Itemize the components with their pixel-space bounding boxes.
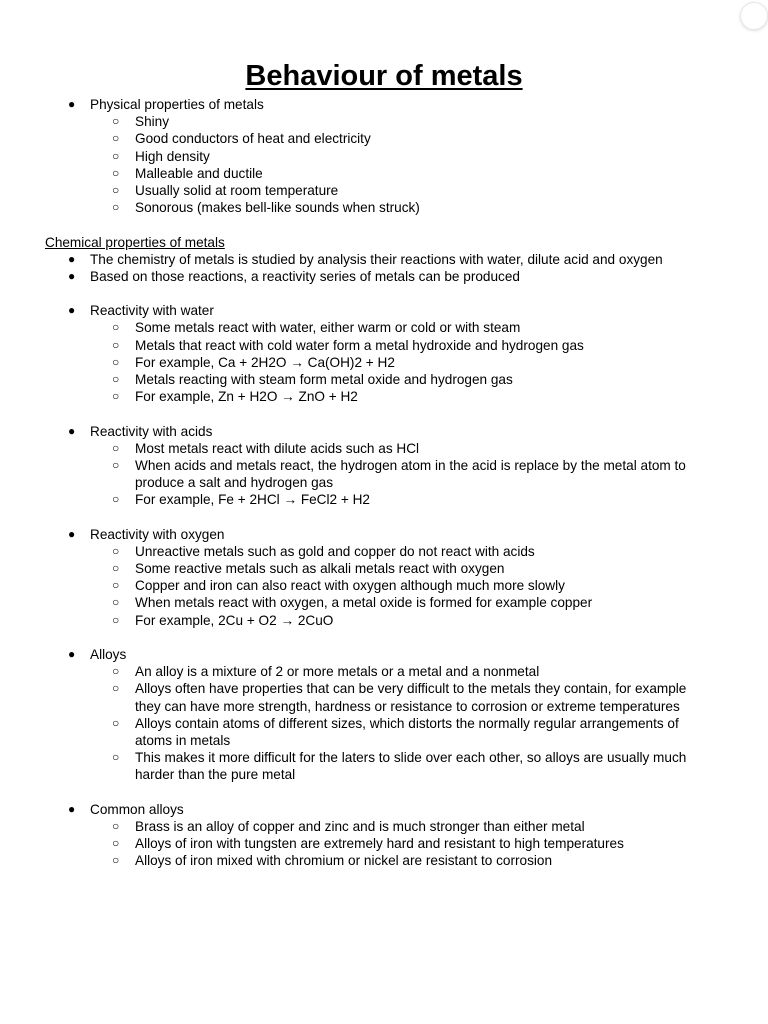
- list-item: ○ For example, Ca + 2H2O → Ca(OH)2 + H2: [112, 354, 395, 370]
- list-item: ○ Usually solid at room temperature: [112, 182, 339, 198]
- list-item-continuation: they can have more strength, hardness or resistance to corrosion or extreme temperatures: [135, 698, 680, 714]
- circle-bullet-icon: ○: [112, 320, 120, 335]
- circle-bullet-icon: ○: [112, 131, 120, 146]
- list-item: ○ Most metals react with dilute acids such as HCl: [112, 440, 420, 456]
- circle-bullet-icon: ○: [112, 114, 120, 129]
- bullet-icon: ●: [68, 801, 76, 816]
- menu-button[interactable]: [740, 2, 768, 30]
- circle-bullet-icon: ○: [112, 440, 120, 455]
- list-item: ● Based on those reactions, a reactivity series of metals can be produced: [68, 268, 520, 284]
- list-item: ○ For example, 2Cu + O2 → 2CuO: [112, 612, 334, 628]
- list-item-continuation: produce a salt and hydrogen gas: [135, 475, 334, 491]
- list-item: ● Reactivity with water: [68, 303, 214, 319]
- bullet-icon: ●: [68, 251, 76, 266]
- circle-bullet-icon: ○: [112, 492, 120, 507]
- list-item: ● Reactivity with acids: [68, 423, 213, 439]
- list-item: ○ When metals react with oxygen, a metal oxide is formed for example copper: [112, 595, 593, 611]
- circle-bullet-icon: ○: [112, 457, 120, 472]
- list-item: ○ Alloys of iron mixed with chromium or nickel are resistant to corrosion: [112, 853, 553, 869]
- list-item: ○ This makes it more difficult for the laters to slide over each other, so alloys are usually much: [112, 750, 687, 766]
- list-item: ● Alloys: [68, 647, 127, 662]
- bullet-icon: ●: [68, 303, 76, 318]
- circle-bullet-icon: ○: [112, 578, 120, 593]
- circle-bullet-icon: ○: [112, 561, 120, 576]
- circle-bullet-icon: ○: [112, 148, 120, 163]
- circle-bullet-icon: ○: [112, 836, 120, 851]
- list-item: ○ Alloys contain atoms of different sizes, which distorts the normally regular arrangements of: [112, 715, 679, 731]
- circle-bullet-icon: ○: [112, 595, 120, 610]
- circle-bullet-icon: ○: [112, 750, 120, 765]
- list-item: ○ Good conductors of heat and electricity: [112, 131, 371, 147]
- circle-bullet-icon: ○: [112, 715, 120, 730]
- list-item: ○ High density: [112, 148, 210, 164]
- list-item: ○ Brass is an alloy of copper and zinc and is much stronger than either metal: [112, 818, 585, 834]
- list-item: ○ Some metals react with water, either warm or cold or with steam: [112, 320, 521, 336]
- list-item: ○ Unreactive metals such as gold and copper do not react with acids: [112, 543, 535, 559]
- circle-bullet-icon: ○: [112, 543, 120, 558]
- bullet-icon: ●: [68, 268, 76, 283]
- list-item: ○ Malleable and ductile: [112, 165, 263, 181]
- circle-bullet-icon: ○: [112, 818, 120, 833]
- list-item: ● Physical properties of metals: [68, 97, 264, 112]
- list-item: ○ For example, Fe + 2HCl → FeCl2 + H2: [112, 492, 370, 508]
- circle-bullet-icon: ○: [112, 354, 120, 369]
- circle-bullet-icon: ○: [112, 200, 120, 215]
- list-item: ○ Alloys of iron with tungsten are extremely hard and resistant to high temperatures: [112, 836, 624, 852]
- list-item: ○ Metals reacting with steam form metal oxide and hydrogen gas: [112, 372, 513, 387]
- circle-bullet-icon: ○: [112, 165, 120, 180]
- bullet-icon: ●: [68, 647, 76, 661]
- document-body: [0, 96, 768, 869]
- bullet-icon: ●: [68, 526, 76, 541]
- list-item-continuation: harder than the pure metal: [135, 767, 296, 783]
- list-item: ○ Shiny: [112, 114, 170, 130]
- page-title: Behaviour of metals: [245, 60, 523, 92]
- circle-bullet-icon: ○: [112, 853, 120, 868]
- list-item: ● Common alloys: [68, 801, 184, 817]
- circle-bullet-icon: ○: [112, 612, 120, 627]
- circle-bullet-icon: ○: [112, 389, 120, 404]
- circle-bullet-icon: ○: [112, 337, 120, 352]
- section-heading: Chemical properties of metals: [45, 234, 225, 250]
- list-item: ○ Some reactive metals such as alkali metals react with oxygen: [112, 561, 505, 577]
- circle-bullet-icon: ○: [112, 182, 120, 197]
- list-item: ● The chemistry of metals is studied by analysis their reactions with water, dilute acid and oxygen: [68, 251, 663, 267]
- list-item: ○ Metals that react with cold water form a metal hydroxide and hydrogen gas: [112, 337, 584, 353]
- circle-bullet-icon: ○: [112, 664, 120, 679]
- list-item: ○ Alloys often have properties that can be very difficult to the metals they contain, for example: [112, 681, 687, 697]
- list-item: ○ An alloy is a mixture of 2 or more metals or a metal and a nonmetal: [112, 664, 540, 680]
- list-item: ○ Sonorous (makes bell-like sounds when struck): [112, 200, 420, 216]
- bullet-icon: ●: [68, 423, 76, 438]
- circle-bullet-icon: ○: [112, 372, 120, 386]
- list-item: ○ For example, Zn + H2O → ZnO + H2: [112, 389, 358, 405]
- bullet-icon: ●: [68, 97, 76, 111]
- list-item: ○ Copper and iron can also react with oxygen although much more slowly: [112, 578, 565, 594]
- circle-bullet-icon: ○: [112, 681, 120, 696]
- list-item: ● Reactivity with oxygen: [68, 526, 225, 542]
- list-item: ○ When acids and metals react, the hydrogen atom in the acid is replace by the metal atom to: [112, 457, 686, 473]
- list-item-continuation: atoms in metals: [135, 732, 231, 748]
